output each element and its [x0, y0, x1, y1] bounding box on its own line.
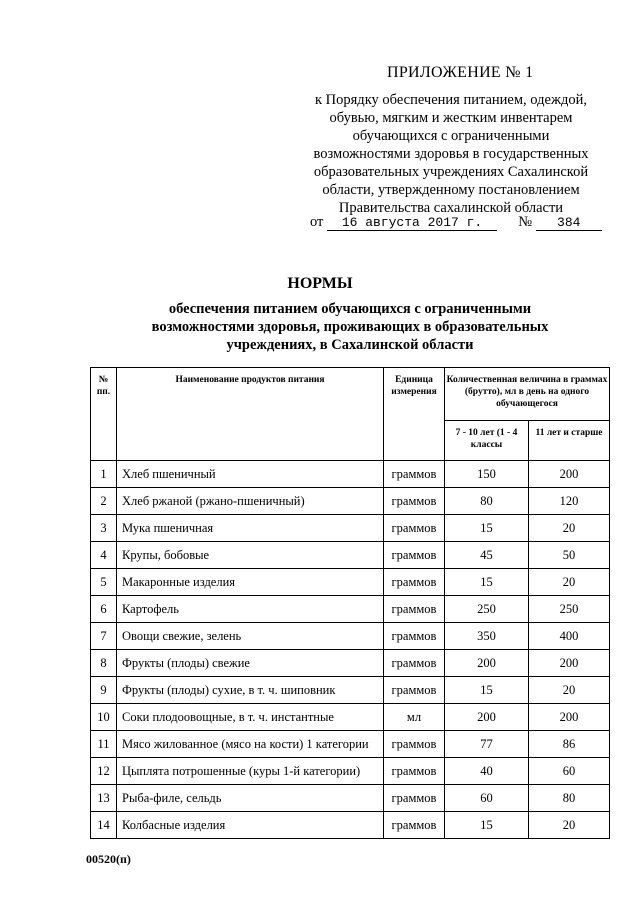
value-age-11-plus: 20 — [529, 812, 610, 839]
column-header-num: № пп. — [91, 368, 117, 461]
value-age-7-10: 15 — [445, 677, 529, 704]
value-age-11-plus: 20 — [529, 515, 610, 542]
table-row — [91, 515, 610, 542]
unit: граммов — [384, 650, 445, 677]
unit: граммов — [384, 677, 445, 704]
table-row — [91, 677, 610, 704]
product-name: Колбасные изделия — [117, 812, 384, 839]
unit: граммов — [384, 569, 445, 596]
unit: мл — [384, 704, 445, 731]
value-age-11-plus: 200 — [529, 461, 610, 488]
row-number: 1 — [91, 461, 117, 488]
norms-table — [90, 367, 610, 839]
value-age-7-10: 200 — [445, 650, 529, 677]
product-name: Фрукты (плоды) свежие — [117, 650, 384, 677]
column-header-unit: Единица измерения — [384, 368, 445, 461]
appendix-line: Правительства сахалинской области — [338, 200, 564, 216]
value-age-11-plus: 120 — [529, 488, 610, 515]
column-header-age-7-10: 7 - 10 лет (1 - 4 классы — [445, 421, 529, 461]
appendix-description — [292, 91, 610, 217]
unit: граммов — [384, 812, 445, 839]
appendix-line: к Порядку обеспечения питанием, одеждой, — [315, 92, 587, 108]
value-age-11-plus: 200 — [529, 704, 610, 731]
column-header-quantity: Количественная величина в граммах (брутто), мл в день на одного обучающегося — [445, 368, 610, 421]
unit: граммов — [384, 461, 445, 488]
row-number: 10 — [91, 704, 117, 731]
unit: граммов — [384, 731, 445, 758]
value-age-7-10: 40 — [445, 758, 529, 785]
table-header-row — [91, 368, 610, 421]
appendix-line: обучающихся с ограниченными — [352, 128, 550, 144]
product-name: Рыба-филе, сельдь — [117, 785, 384, 812]
table-row — [91, 731, 610, 758]
value-age-7-10: 45 — [445, 542, 529, 569]
table-row — [91, 488, 610, 515]
value-age-11-plus: 20 — [529, 569, 610, 596]
table-row — [91, 623, 610, 650]
value-age-11-plus: 250 — [529, 596, 610, 623]
value-age-7-10: 77 — [445, 731, 529, 758]
table-row — [91, 569, 610, 596]
value-age-7-10: 350 — [445, 623, 529, 650]
row-number: 2 — [91, 488, 117, 515]
column-header-name: Наименование продуктов питания — [117, 368, 384, 461]
product-name: Мясо жилованное (мясо на кости) 1 категории — [117, 731, 384, 758]
document-date: 16 августа 2017 г. — [327, 215, 497, 231]
value-age-7-10: 60 — [445, 785, 529, 812]
product-name: Макаронные изделия — [117, 569, 384, 596]
unit: граммов — [384, 542, 445, 569]
value-age-11-plus: 20 — [529, 677, 610, 704]
product-name: Овощи свежие, зелень — [117, 623, 384, 650]
document-number: 384 — [536, 215, 602, 231]
unit: граммов — [384, 758, 445, 785]
row-number: 11 — [91, 731, 117, 758]
product-name: Цыплята потрошенные (куры 1-й категории) — [117, 758, 384, 785]
value-age-7-10: 250 — [445, 596, 529, 623]
table-row — [91, 542, 610, 569]
row-number: 14 — [91, 812, 117, 839]
table-body — [91, 461, 610, 839]
date-prefix: от — [310, 214, 324, 230]
value-age-11-plus: 80 — [529, 785, 610, 812]
table-row — [91, 704, 610, 731]
table-row — [91, 461, 610, 488]
number-prefix: № — [518, 214, 533, 230]
appendix-line: обувью, мягким и жестким инвентарем — [329, 110, 573, 126]
product-name: Хлеб ржаной (ржано-пшеничный) — [117, 488, 384, 515]
table-row — [91, 812, 610, 839]
value-age-11-plus: 200 — [529, 650, 610, 677]
column-header-age-11-plus: 11 лет и старше — [529, 421, 610, 461]
product-name: Хлеб пшеничный — [117, 461, 384, 488]
unit: граммов — [384, 488, 445, 515]
table-row — [91, 596, 610, 623]
subtitle-line: учреждениях, в Сахалинской области — [226, 337, 474, 353]
value-age-7-10: 200 — [445, 704, 529, 731]
product-name: Соки плодоовощные, в т. ч. инстантные — [117, 704, 384, 731]
product-name: Мука пшеничная — [117, 515, 384, 542]
row-number: 6 — [91, 596, 117, 623]
table-row — [91, 650, 610, 677]
unit: граммов — [384, 623, 445, 650]
product-name: Картофель — [117, 596, 384, 623]
page-subtitle — [140, 300, 560, 354]
appendix-line: образовательных учреждениях Сахалинской — [313, 164, 589, 180]
unit: граммов — [384, 515, 445, 542]
value-age-7-10: 80 — [445, 488, 529, 515]
row-number: 7 — [91, 623, 117, 650]
row-number: 8 — [91, 650, 117, 677]
unit: граммов — [384, 596, 445, 623]
value-age-7-10: 15 — [445, 812, 529, 839]
row-number: 5 — [91, 569, 117, 596]
value-age-7-10: 150 — [445, 461, 529, 488]
row-number: 4 — [91, 542, 117, 569]
product-name: Фрукты (плоды) сухие, в т. ч. шиповник — [117, 677, 384, 704]
value-age-11-plus: 60 — [529, 758, 610, 785]
table-row — [91, 785, 610, 812]
product-name: Крупы, бобовые — [117, 542, 384, 569]
row-number: 9 — [91, 677, 117, 704]
value-age-11-plus: 86 — [529, 731, 610, 758]
value-age-11-plus: 400 — [529, 623, 610, 650]
row-number: 12 — [91, 758, 117, 785]
appendix-line: области, утвержденному постановлением — [322, 182, 580, 198]
table-row — [91, 758, 610, 785]
row-number: 13 — [91, 785, 117, 812]
value-age-11-plus: 50 — [529, 542, 610, 569]
document-date-number-line — [310, 214, 602, 231]
value-age-7-10: 15 — [445, 569, 529, 596]
page-title: НОРМЫ — [287, 275, 353, 292]
appendix-title: ПРИЛОЖЕНИЕ № 1 — [387, 64, 534, 81]
row-number: 3 — [91, 515, 117, 542]
subtitle-line: обеспечения питанием обучающихся с ограниченными — [168, 301, 532, 317]
document-code: 00520(п) — [86, 852, 131, 866]
unit: граммов — [384, 785, 445, 812]
subtitle-line: возможностями здоровья, проживающих в образовательных — [151, 319, 549, 335]
appendix-line: возможностями здоровья в государственных — [313, 146, 589, 162]
value-age-7-10: 15 — [445, 515, 529, 542]
